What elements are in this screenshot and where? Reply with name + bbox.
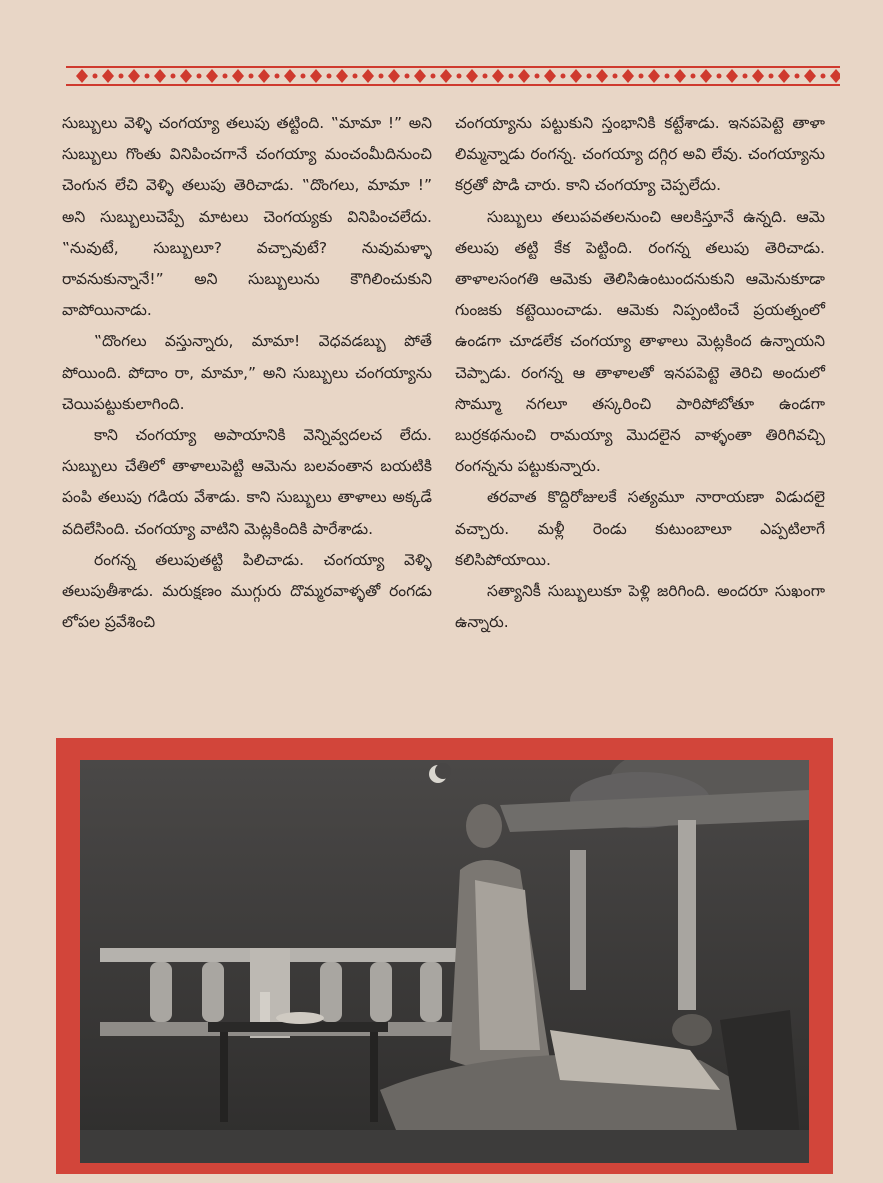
floral-ornament-band (66, 64, 840, 88)
paragraph: సత్యానికీ సుబ్బులుకూ పెళ్లి జరిగింది. అందరూ సుఖంగా ఉన్నారు. (455, 582, 825, 632)
paragraph: సుబ్బులు తలుపవతలనుంచి ఆలకిస్తూనే ఉన్నది. ఆమె తలుపు తట్టి కేక పెట్టింది. రంగన్న తలుపు తెరిచాడు. తాళాలసంగతి ఆమెకు తెలిసిఉంటుందనుకుని ఆమెనుకూడా గుంజకు కట్టెయించాడు. ఆమెకు నిప్పంటించే ప్రయత్నంలో ఉండగా చూడలేక చంగయ్యా తాళాలు మెట్లకింద ఉన్నాయని చెప్పాడు. రంగన్న ఆ తాళాలతో ఇనపపెట్టె తెరిచి అందులో సొమ్మూ నగలూ తస్కరించి పారిపోబోతూ ఉండగా బుర్రకథనుంచి రామయ్యా మొదలైన వాళ్ళంతా తిరిగివచ్చి రంగన్నను పట్టుకున్నారు. (455, 207, 825, 476)
paragraph: తరవాత కొద్దిరోజులకే సత్యమూ నారాయణా విడుదలై వచ్చారు. మళ్లీ రెండు కుటుంబాలూ ఎప్పటిలాగే కలిసిపోయాయి. (455, 488, 825, 569)
paragraph: కాని చంగయ్యా అపాయానికి వెన్నివ్వదలచ లేదు. సుబ్బులు చేతిలో తాళాలుపెట్టి ఆమెను బలవంతాన బయటికి పంపి తలుపు గడియ వేశాడు. కాని సుబ్బులు తాళాలు అక్కడే వదిలేసింది. చంగయ్యా వాటిని మెట్లకిందికి పారేశాడు. (62, 426, 432, 538)
right-text-column (455, 108, 825, 638)
film-still-photo (80, 760, 809, 1163)
paragraph: సుబ్బులు వెళ్ళి చంగయ్యా తలుపు తట్టింది. ‟మామా !” అని సుబ్బులు గొంతు వినిపించగానే చంగయ్యా మంచంమీదినుంచి చెంగున లేచి వెళ్ళి తలుపు తెరిచాడు. ‟దొంగలు, మామా !” అని సుబ్బులుచెప్పే మాటలు చెంగయ్యకు వినిపించలేదు. ‟నువుటే, సుబ్బులూ? వచ్చావుటే? నువుమళ్ళా రావనుకున్నానే!” అని సుబ్బులును కౌగిలించుకుని వాపోయినాడు. (62, 114, 432, 320)
paragraph: రంగన్న తలుపుతట్టి పిలిచాడు. చంగయ్యా వెళ్ళి తలుపుతీశాడు. మరుక్షణం ముగ్గురు దొమ్మరవాళ్ళతో రంగడు లోపల ప్రవేశించి (62, 550, 432, 632)
paragraph: చంగయ్యాను పట్టుకుని స్తంభానికి కట్టేశాడు. ఇనపపెట్టె తాళా లిమ్మన్నాడు రంగన్న. చంగయ్యా దగ్గిర అవి లేవు. చంగయ్యాను కర్రతో పొడి చారు. కాని చంగయ్యా చెప్పలేదు. (455, 114, 825, 195)
left-text-column (62, 108, 432, 638)
photo-frame (56, 738, 833, 1174)
paragraph: ‟దొంగలు వస్తున్నారు, మామా! వెధవడబ్బు పోతే పోయింది. పోదాం రా, మామా,” అని సుబ్బులు చంగయ్యాను చెయిపట్టుకులాగింది. (62, 332, 432, 413)
